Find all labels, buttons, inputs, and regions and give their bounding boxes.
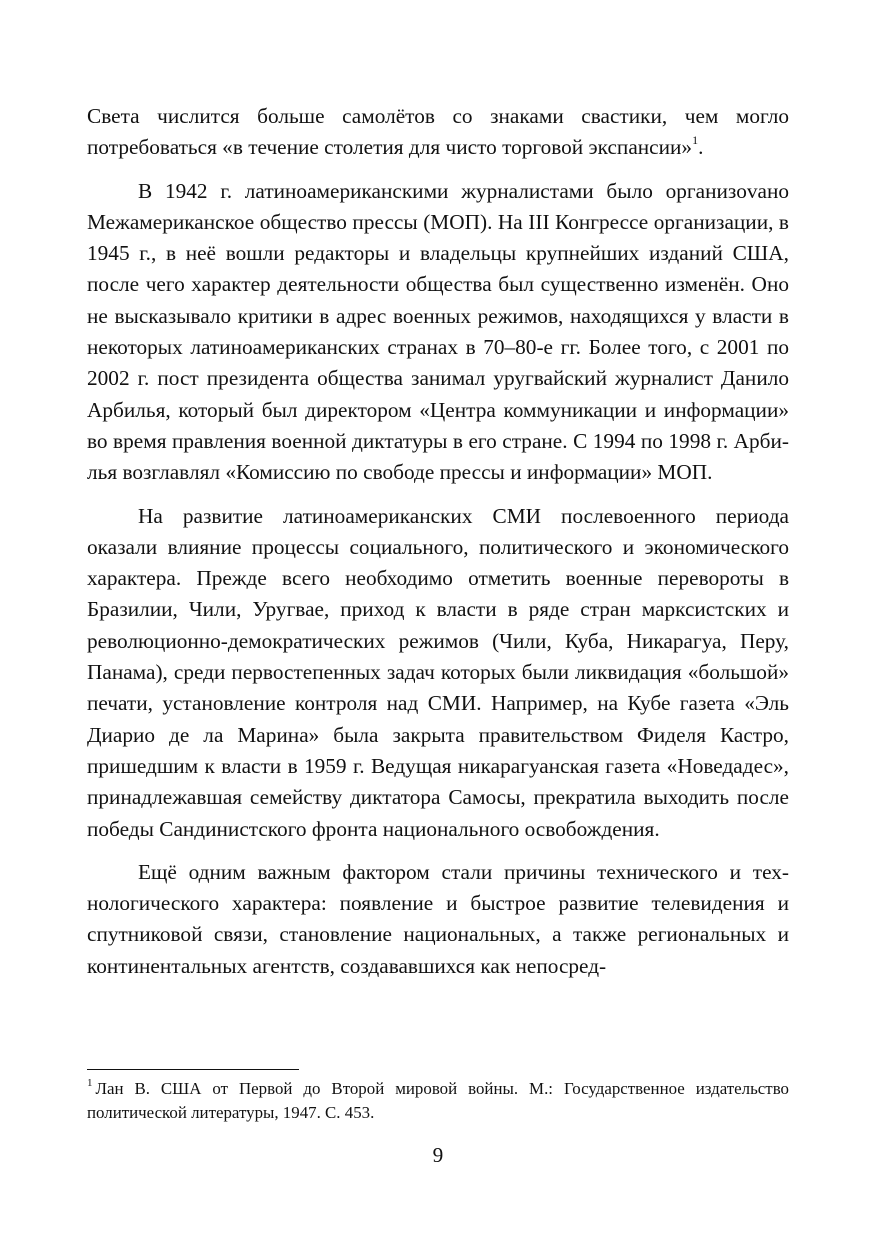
page-number: 9 [432,1143,444,1167]
footnote-separator [87,1069,299,1070]
paragraph-tail: . [698,135,704,160]
page-body [87,101,789,982]
paragraph-continuation [87,101,789,164]
paragraph-text: Света числится больше самолётов со знаками свастики, чем могло потребоваться «в течение столетия для чисто торговой экспансии» [87,104,789,160]
paragraph-postwar-media: На развитие латиноамериканских СМИ послевоенного периода оказали влияние процессы социального, политического и экономического характера. Прежде всего необходимо отметить военные перевороты в Бразилии, Чили, Уругвае, приход к власти в ряде стран марксистских и революционно-демократических режимов (Чили, Куба, Никарагуа, Перу, Панама), среди первостепенных задач которых были ликвидация «большой» печати, установление контроля над СМИ. Например, на Кубе газета «Эль Диарио де ла Марина» была закрыта правительством Фиделя Кастро, пришедшим к власти в 1959 г. Ведущая никарагуанская газета «Новедадес», принадлежавшая семейству диктатора Самосы, прекратила выходить после победы Сандинистского фронта национального освобождения. [87,503,789,841]
paragraph-iapa: В 1942 г. латиноамериканскими журналистами было организоvано Межамериканское общество прессы (МОП). На III Конгрессе организации, в 1945 г., в неё вошли редакторы и владельцы крупнейших изданий США, после чего характер деятельности общества был существенно изменён. Оно не высказывало критики в адрес военных режимов, находящихся у власти в некоторых латиноамериканских странах в 70–80-е гг. Более того, с 2001 по 2002 г. пост президента общества занимал уругвайский журналист Данило Арбилья, который был директором «Центра коммуникации и информации» во время правления военной диктатуры в его стране. С 1994 по 1998 г. Арбилья возглавлял «Комиссию по свободе прессы и информации» МОП. [87,178,789,485]
footnote-marker: 1 [87,1077,93,1090]
footnote [87,1077,789,1125]
paragraph-technology: Ещё одним важным фактором стали причины технического и технологического характера: появление и быстрое развитие телевидения и спутниковой связи, становление национальных, а также региональных и континентальных агентств, создававшихся как непосред- [87,859,789,978]
footnote-text: Лан В. США от Первой до Второй мировой войны. М.: Государственное издательство политической литературы, 1947. С. 453. [87,1079,789,1122]
footnote-reference[interactable]: 1 [692,133,699,148]
